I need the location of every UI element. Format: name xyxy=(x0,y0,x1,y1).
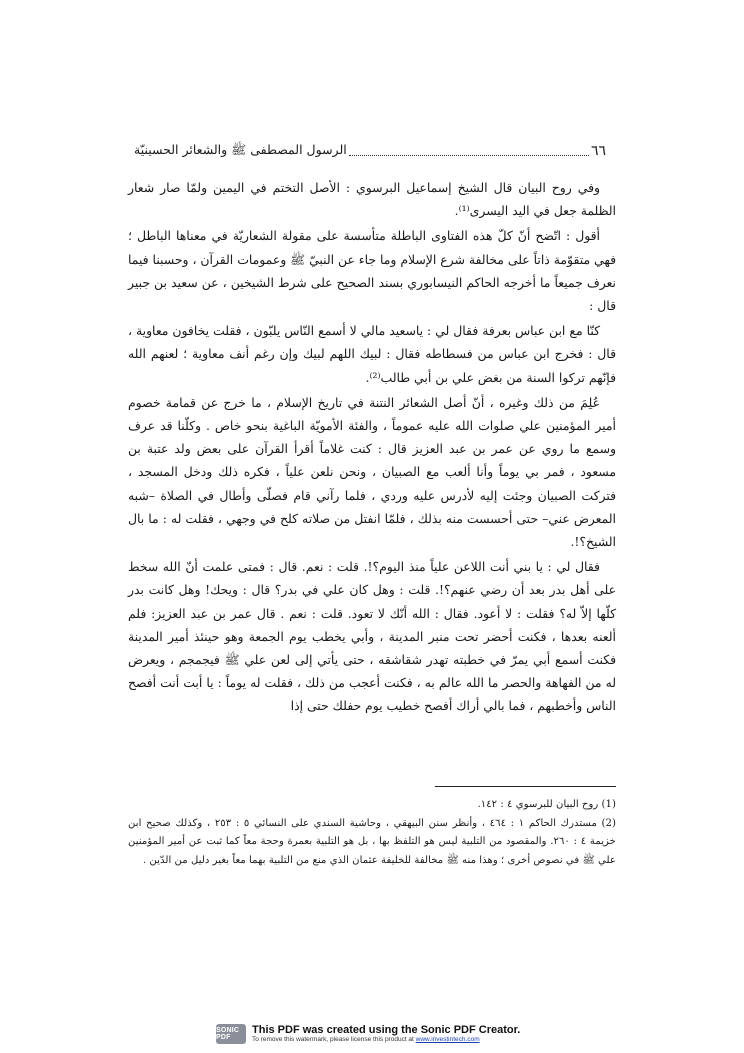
paragraph-5: فقال لي : يا بني أنت اللاعن علياً منذ اليوم؟!. قلت : نعم. قال : فمتى علمت أنّ الله سخط على أهل بدر بعد أن رضي عنهم؟!. قلت : وهل كان علي في بدر؟ قال : ويحك! وهل كانت بدر كلّها إلاّ له؟ فقلت : لا أعود. فقال : الله أنّك لا تعود. قلت : نعم . قال عمر بن عبد العزيز: فلم ألعنه بعدها ، فكنت أحضر تحت منبر المدينة ، وأبي يخطب يوم الجمعة وهو حينئذ أمير المدينة فكنت أسمع أبي يمرّ في خطبته تهدر شقاشقه ، حتى يأتي إلى لعن علي ﷺ فيجمجم ، ويعرض له من الفهاهة والحصر ما الله عالم به ، فكنت أعجب من ذلك ، فقلت له يوماً : يا أبت أنت أفصح الناس وأخطبهم ، فما بالي أراك أفصح خطيب يوم حفلك حتى إذا xyxy=(128,559,616,714)
header-leader-dots xyxy=(349,155,589,156)
footnotes xyxy=(128,796,616,870)
running-title: الرسول المصطفى ﷺ والشعائر الحسينيّة xyxy=(134,141,347,157)
paragraph-1: وفي روح البيان قال الشيخ إسماعيل البرسوي : الأصل التختم في اليمين ولمّا صار شعار الظلمة جعل في اليد اليسرى⁽¹⁾. xyxy=(128,180,616,219)
running-header xyxy=(130,140,610,162)
footnote-2: (2) مستدرك الحاكم ١ : ٤٦٤ ، وأنظر سنن البيهقي ، وحاشية السندي على النسائي ٥ : ٢٥٣ ، وكذلك صحيح ابن خزيمة ٤ : ٢٦٠. والمقصود من التلبية ليس هو التلفظ بها ، بل هو التلبية بعمرة وحجة معاً كما ثبت عن أمير المؤمنين علي ﷺ في نصوص أخرى ؛ وهذا منه ﷺ مخالفة للخليفة عثمان الذي منع من التلبية بهما معاً بغير دليل من الدّين . xyxy=(128,817,617,866)
paragraph-2: أقول : اتّضح أنّ كلّ هذه الفتاوى الباطلة متأسسة على مقولة الشعاريّة في معناها الباطل ؛ فهي متقوّمة ذاتاً على مخالفة شرع الإسلام وما جاء عن النبيّ ﷺ وعمومات القرآن ، وحسبنا فيما نعرف جميعاً ما أخرجه الحاكم النيسابوري بسند الصحيح على شرط الشيخين ، عن سعيد بن جبير قال : xyxy=(128,228,616,314)
watermark-sub-text xyxy=(252,1036,520,1043)
footnote-separator xyxy=(435,786,616,787)
body-text xyxy=(128,176,616,718)
page-number: ٦٦ xyxy=(590,143,606,159)
watermark-text xyxy=(252,1024,520,1043)
sonic-pdf-logo: SONIC PDF xyxy=(216,1024,246,1044)
watermark-link[interactable]: www.investintech.com xyxy=(415,1036,480,1044)
footnote-1: (1) روح البيان للبرسوي ٤ : ١٤٢. xyxy=(477,799,616,810)
paragraph-3: كنّا مع ابن عباس بعرفة فقال لي : ياسعيد مالي لا أسمع النّاس يلبّون ، فقلت يخافون معاوية ، قال : فخرج ابن عباس من فسطاطه فقال : لبيك اللهم لبيك وإن رغم أنف معاوية ؛ لعنهم الله فإنّهم تركوا السنة من بغض علي بن أبي طالب⁽²⁾. xyxy=(128,323,616,385)
watermark-main-text: This PDF was created using the Sonic PDF Creator. xyxy=(252,1024,521,1037)
paragraph-4: عُلِمَ من ذلك وغيره ، أنّ أصل الشعائر النتنة في تاريخ الإسلام ، ما خرج عن قمامة خصوم أمير المؤمنين علي صلوات الله عليه عموماً ، والفئة الأمويّة الباغية بنحو خاص . وكلّنا قد عرف وسمع ما روي عن عمر بن عبد العزيز قال : كنت غلاماً أقرأ القرآن على بعض ولد عتبة بن مسعود ، فمر بي يوماً وأنا ألعب مع الصبيان ، ونحن نلعن علياً ، فكره ذلك ودخل المسجد ، فتركت الصبيان وجئت إليه لأدرس عليه وردي ، فلما رآني قام فصلّى وأطال في الصلاة –شبه المعرض عني– حتى أحسست منه بذلك ، فلمّا انفتل من صلاته كلح في وجهي ، فقلت له : ما بال الشيخ؟!. xyxy=(128,394,616,550)
watermark-sub-prefix: To remove this watermark, please license this product at xyxy=(252,1036,414,1044)
pdf-watermark xyxy=(216,1022,536,1046)
